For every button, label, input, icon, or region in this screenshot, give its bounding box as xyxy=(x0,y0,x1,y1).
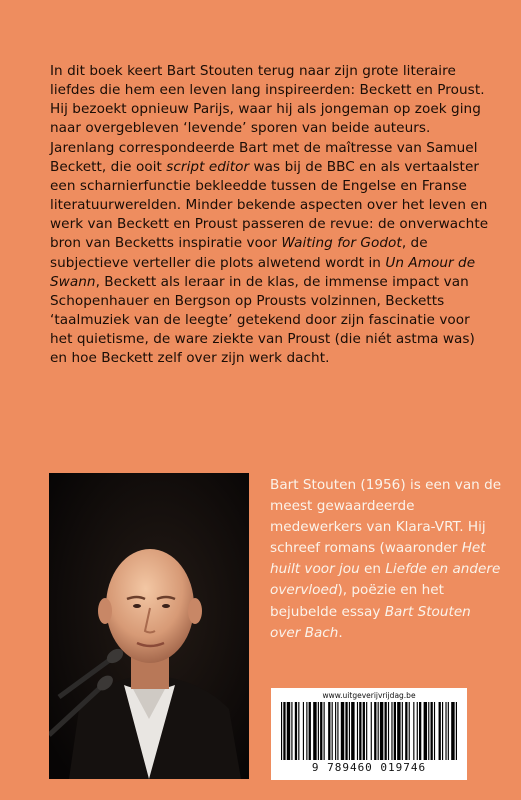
barcode-bars xyxy=(281,702,457,760)
blurb-text-4: , Beckett als leraar in de klas, de immense impact van Schopenhauer en Bergson op Prousts volzinnen, Becketts ‘taalmuziek van de leegte’ getekend door zijn fascinatie voor het quietisme, de ware ziekte van Proust (die niét astma was) en hoe Beckett zelf over zijn werk dacht. xyxy=(50,273,475,367)
barcode-bar xyxy=(402,702,403,760)
barcode-bar xyxy=(409,702,410,760)
barcode-bar xyxy=(424,702,427,760)
barcode-bar xyxy=(394,702,396,760)
barcode-bar xyxy=(324,702,325,760)
bio-text-3: ), poëzie en het bejubelde essay xyxy=(270,582,444,620)
author-bio xyxy=(270,475,505,644)
barcode-bar xyxy=(287,702,290,760)
barcode-bar xyxy=(363,702,365,760)
back-cover-blurb xyxy=(50,62,490,369)
barcode-bar xyxy=(413,702,414,760)
barcode-bar xyxy=(378,702,379,760)
barcode-bar xyxy=(456,702,457,760)
barcode-bar xyxy=(371,702,372,760)
blurb-text-1: In dit boek keert Bart Stouten terug naar zijn grote literaire liefdes die hem een leven lang inspireerden: Beckett en Proust. Hij bezoekt opnieuw Parijs, waar hij als jongeman op zoek ging naar overgebleven ‘levende’ sporen van beide auteurs. Jarenlang correspondeerde Bart met de maîtresse van Samuel Beckett, die ooit xyxy=(50,63,485,175)
barcode-bar xyxy=(337,702,338,760)
barcode-bar xyxy=(419,702,421,760)
barcode-bar xyxy=(320,702,322,760)
bio-text-1: Bart Stouten (1956) is een van de meest gewaardeerde medewerkers van Klara-VRT. Hij schreef romans (waaronder xyxy=(270,477,502,557)
barcode-bar xyxy=(442,702,443,760)
barcode-bar xyxy=(374,702,376,760)
barcode-bar xyxy=(357,702,358,760)
bio-text-4: . xyxy=(338,624,343,641)
bio-italic-bart-stouten-over-bach: Bart Stouten over Bach xyxy=(270,603,471,641)
barcode-bar xyxy=(328,702,330,760)
barcode-bar xyxy=(313,702,316,760)
barcode-bar xyxy=(295,702,297,760)
bio-italic-het-huilt-voor-jou: Het huilt voor jou xyxy=(270,540,486,578)
barcode-bar xyxy=(448,702,449,760)
barcode-bar xyxy=(451,702,454,760)
barcode-bar xyxy=(349,702,350,760)
barcode-bar xyxy=(298,702,299,760)
publisher-url: www.uitgeverijvrijdag.be xyxy=(322,691,416,700)
barcode-bar xyxy=(351,702,354,760)
blurb-italic-script-editor: script editor xyxy=(166,158,250,175)
barcode-bar xyxy=(303,702,304,760)
barcode-bar xyxy=(439,702,441,760)
blurb-italic-un-amour-de-swann: Un Amour de Swann xyxy=(50,254,476,290)
barcode-bar xyxy=(341,702,344,760)
barcode-bar xyxy=(431,702,433,760)
author-photo xyxy=(49,473,249,779)
isbn-barcode xyxy=(271,688,467,780)
blurb-paragraph xyxy=(50,62,490,369)
blurb-italic-waiting-for-godot: Waiting for Godot xyxy=(281,235,402,252)
bio-text-2: en xyxy=(359,561,386,578)
barcode-bar xyxy=(417,702,418,760)
barcode-bar xyxy=(335,702,336,760)
barcode-bar xyxy=(309,702,311,760)
barcode-bar xyxy=(388,702,389,760)
barcode-bar xyxy=(391,702,392,760)
blurb-text-3: , de subjectieve verteller die plots alwetend wordt in xyxy=(50,235,428,271)
barcode-bar xyxy=(366,702,367,760)
barcode-bar xyxy=(291,702,292,760)
barcode-bar xyxy=(359,702,361,760)
blurb-text-2: was bij de BBC en als vertaalster een scharnierfunctie bekleedde tussen de Engelse en Franse literatuurwerelden. Minder bekende aspecten over het leven en werk van Beckett en Proust passeren de revue: de onverwachte bron van Becketts inspiratie voor xyxy=(50,158,489,252)
bio-paragraph xyxy=(270,475,505,644)
barcode-bar xyxy=(405,702,407,760)
barcode-bar xyxy=(428,702,429,760)
barcode-bar xyxy=(445,702,446,760)
barcode-bar xyxy=(332,702,333,760)
barcode-bar xyxy=(281,702,282,760)
barcode-bar xyxy=(380,702,383,760)
barcode-bar xyxy=(318,702,319,760)
barcode-bar xyxy=(306,702,307,760)
barcode-bar xyxy=(283,702,285,760)
barcode-bar xyxy=(385,702,387,760)
barcode-bar xyxy=(345,702,347,760)
isbn-number: 9 789460 019746 xyxy=(311,761,427,774)
barcode-bar xyxy=(434,702,435,760)
author-portrait-illustration xyxy=(49,473,249,779)
bio-italic-liefde-en-andere-overvloed: Liefde en andere overvloed xyxy=(270,561,501,599)
barcode-bar xyxy=(397,702,400,760)
